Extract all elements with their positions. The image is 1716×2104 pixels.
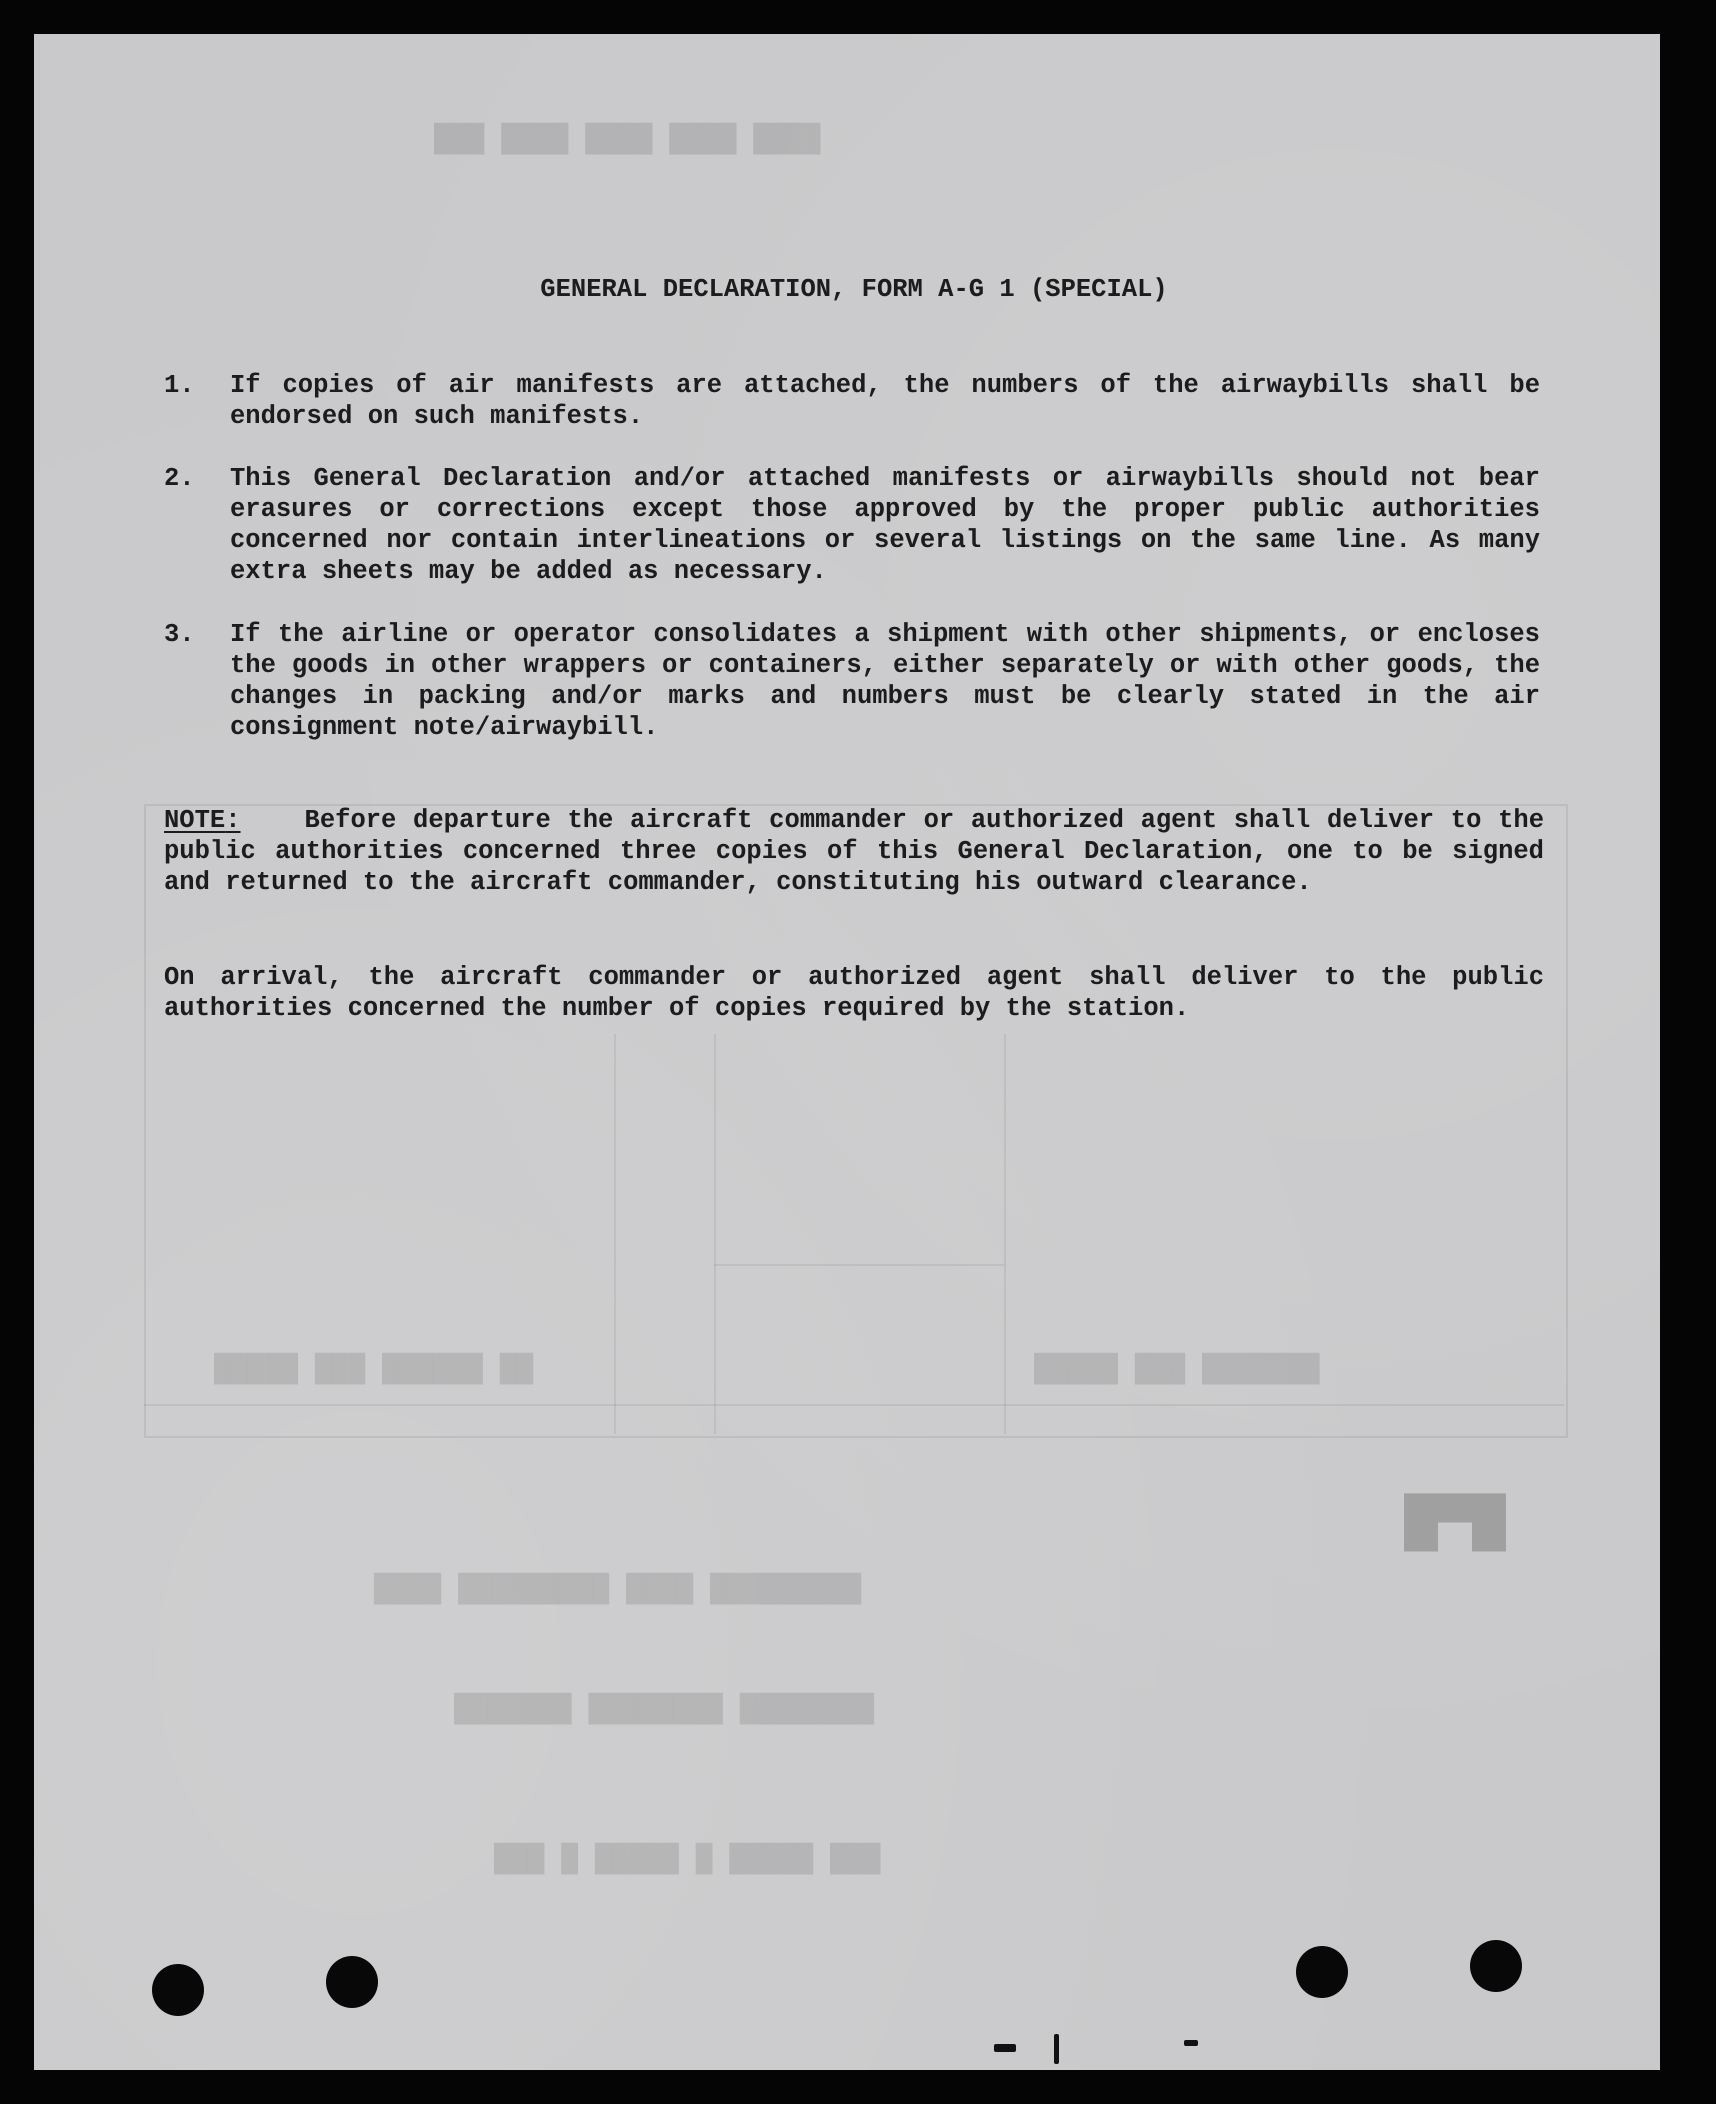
- note-paragraph: [164, 805, 1544, 898]
- scan-speck: [1184, 2040, 1198, 2046]
- bleed-through-text: ███ █████ █ █████ █ ███: [494, 1844, 881, 1875]
- scan-speck: [1054, 2034, 1059, 2064]
- punch-hole: [326, 1956, 378, 2008]
- list-item-text: If the airline or operator consolidates a shipment with other shipments, or encloses the goods in other wrappers or containers, either separately or with other goods, the changes in packing and/or marks and numbers must be clearly stated in the air consignment note/airwaybill.: [230, 620, 1540, 742]
- bleed-through-text: ████████ ████████ ███████: [454, 1694, 875, 1725]
- bleed-through-line: [714, 1034, 716, 1434]
- arrival-paragraph: On arrival, the aircraft commander or authorized agent shall deliver to the public authorities concerned the number of copies required by the station.: [164, 963, 1544, 1023]
- document-sheet: [34, 34, 1660, 2070]
- note-label: NOTE:: [164, 806, 241, 835]
- bleed-through-text: ████ ████ ████ ████ ███: [434, 124, 821, 155]
- bleed-through-text: ███████ ███ █████: [1034, 1354, 1320, 1385]
- bleed-through-text: ██ ██████ ███ █████: [214, 1354, 534, 1385]
- bleed-through-line: [714, 1264, 1004, 1266]
- document-title: GENERAL DECLARATION, FORM A-G 1 (SPECIAL): [540, 275, 1168, 304]
- bleed-through-number: █▀█: [1404, 1495, 1507, 1548]
- list-item-text: This General Declaration and/or attached manifests or airwaybills should not bear erasures or corrections except those approved by the proper public authorities concerned nor contain interlineations or several listings on the same line. As many extra sheets may be added as necessary.: [230, 464, 1540, 586]
- list-item-text: If copies of air manifests are attached, the numbers of the airwaybills shall be endorsed on such manifests.: [230, 371, 1540, 431]
- list-item-number: 1.: [164, 371, 195, 400]
- list-item-number: 3.: [164, 620, 195, 649]
- punch-hole: [1296, 1946, 1348, 1998]
- bleed-through-line: [1004, 1034, 1006, 1434]
- punch-hole: [1470, 1940, 1522, 1992]
- list-item-number: 2.: [164, 464, 195, 493]
- scan-speck: [994, 2044, 1016, 2052]
- punch-hole: [152, 1964, 204, 2016]
- bleed-through-line: [144, 1404, 1564, 1406]
- bleed-through-table: [144, 804, 1568, 1438]
- bleed-through-text: █████████ ████ █████████ ████: [374, 1574, 862, 1605]
- bleed-through-line: [614, 1034, 616, 1434]
- note-text: Before departure the aircraft commander or authorized agent shall deliver to the public authorities concerned three copies of this General Declaration, one to be signed and returned to the aircraft commander, constituting his outward clearance.: [164, 806, 1544, 897]
